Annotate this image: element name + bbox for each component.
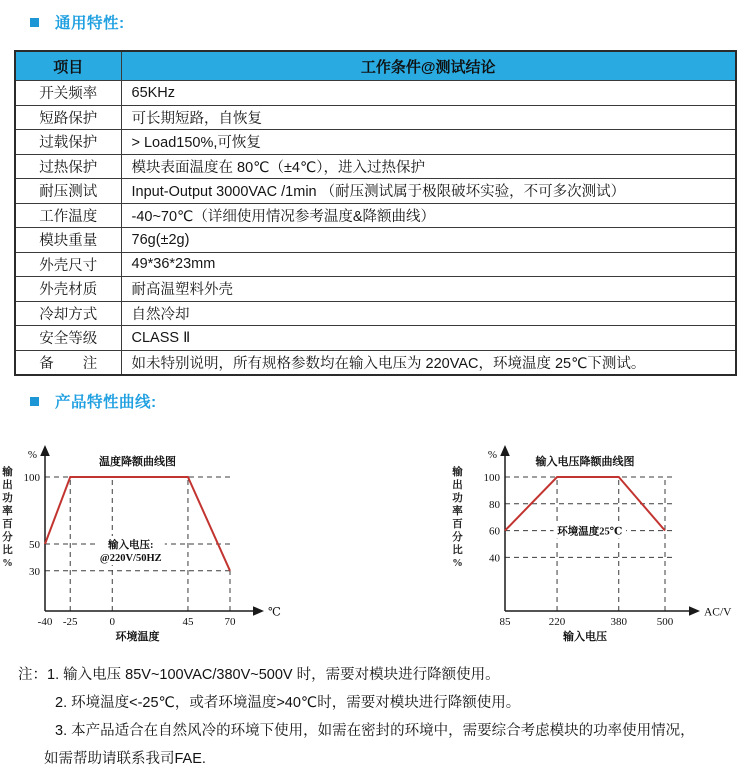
spec-table-row — [15, 179, 736, 204]
spec-table-row — [15, 350, 736, 375]
x-tick-label: 0 — [109, 616, 116, 628]
x-tick-label: 500 — [656, 616, 674, 628]
spec-item-value: 自然冷却 — [121, 301, 736, 326]
spec-item-value: -40~70℃（详细使用情况参考温度&降额曲线） — [121, 203, 736, 228]
spec-table-body — [15, 81, 736, 376]
spec-item-value: 49*36*23mm — [121, 252, 736, 277]
spec-item-name: 过载保护 — [15, 130, 121, 155]
spec-item-value: 耐高温塑料外壳 — [121, 277, 736, 302]
spec-table-row — [15, 81, 736, 106]
spec-item-value: 模块表面温度在 80℃（±4℃），进入过热保护 — [121, 154, 736, 179]
spec-table-row — [15, 326, 736, 351]
section-title-general: 通用特性: — [55, 15, 125, 32]
note-line: 注：1. 输入电压 85V~100VAC/380V~500V 时，需要对模块进行降额使用。 — [18, 667, 500, 683]
bullet-square-icon — [30, 18, 39, 27]
spec-item-value: 76g(±2g) — [121, 228, 736, 253]
chart-title: 输入电压降额曲线图 — [535, 456, 635, 468]
section-general — [30, 11, 125, 33]
spec-item-name: 耐压测试 — [15, 179, 121, 204]
x-tick-label: 220 — [548, 616, 566, 628]
spec-item-name: 模块重量 — [15, 228, 121, 253]
spec-item-name: 安全等级 — [15, 326, 121, 351]
table-header-conditions: 工作条件@测试结论 — [121, 51, 736, 81]
note-line: 3. 本产品适合在自然风冷的环境下使用，如需在密封的环境中，需要综合考虑模块的功率使用情况， — [55, 723, 695, 739]
notes — [18, 661, 742, 773]
y-tick-label: 50 — [29, 539, 40, 551]
spec-item-name: 冷却方式 — [15, 301, 121, 326]
section-curves — [30, 390, 157, 412]
chart-temperature-derating — [0, 441, 300, 651]
spec-table-row — [15, 252, 736, 277]
spec-table-row — [15, 301, 736, 326]
x-unit-label: ℃ — [268, 606, 281, 619]
input-voltage-derating-plot — [465, 441, 750, 651]
x-tick-label: 85 — [499, 616, 511, 628]
derating-curve — [505, 477, 665, 531]
y-axis-arrow-icon — [40, 445, 50, 456]
spec-table-header-row — [15, 51, 736, 81]
y-tick-label: 40 — [489, 552, 500, 565]
spec-table-row — [15, 203, 736, 228]
x-tick-label: -40 — [37, 616, 53, 628]
spec-item-value: 如未特别说明，所有规格参数均在输入电压为 220VAC，环境温度 25℃下测试。 — [121, 350, 736, 375]
annotation-text: 环境温度25℃ — [557, 526, 623, 538]
section-title-curves: 产品特性曲线: — [55, 394, 157, 411]
x-axis-arrow-icon — [689, 606, 700, 616]
y-unit-label: % — [27, 449, 37, 461]
x-axis-title: 环境温度 — [115, 631, 160, 643]
y-tick-label: 60 — [489, 525, 500, 538]
y-unit-label: % — [487, 449, 497, 461]
spec-item-name: 开关频率 — [15, 81, 121, 106]
chart-input-voltage-derating — [450, 441, 750, 651]
x-tick-label: -25 — [62, 616, 78, 628]
y-axis-label: 输 出 功 率 百 分 比 % — [452, 467, 463, 569]
annotation-text: @220V/50HZ — [99, 553, 162, 564]
annotation-text: 输入电压: — [108, 540, 154, 551]
temperature-derating-plot — [15, 441, 300, 651]
x-axis-arrow-icon — [253, 606, 264, 616]
spec-item-name: 过热保护 — [15, 154, 121, 179]
spec-item-value: > Load150%,可恢复 — [121, 130, 736, 155]
chart-title: 温度降额曲线图 — [99, 456, 176, 468]
y-tick-label: 100 — [23, 472, 40, 484]
y-tick-label: 80 — [489, 498, 500, 511]
x-axis-title: 输入电压 — [563, 631, 607, 643]
spec-item-value: CLASS Ⅱ — [121, 326, 736, 351]
spec-item-name: 外壳尺寸 — [15, 252, 121, 277]
spec-table — [14, 50, 737, 376]
table-header-item: 项目 — [15, 51, 121, 81]
y-tick-label: 30 — [29, 565, 40, 578]
spec-item-value: 可长期短路，自恢复 — [121, 105, 736, 130]
y-axis-arrow-icon — [500, 445, 510, 456]
spec-table-row — [15, 105, 736, 130]
x-tick-label: 70 — [224, 616, 236, 628]
y-axis-label: 输 出 功 率 百 分 比 % — [2, 467, 13, 569]
spec-item-name: 外壳材质 — [15, 277, 121, 302]
y-tick-label: 100 — [483, 472, 500, 484]
x-tick-label: 380 — [610, 616, 627, 628]
bullet-square-icon — [30, 397, 39, 406]
spec-item-name: 工作温度 — [15, 203, 121, 228]
x-tick-label: 45 — [182, 616, 194, 628]
note-line: 如需帮助请联系我司FAE. — [44, 751, 206, 767]
spec-item-name: 短路保护 — [15, 105, 121, 130]
spec-table-row — [15, 277, 736, 302]
spec-item-value: 65KHz — [121, 81, 736, 106]
x-unit-label: AC/V — [704, 606, 732, 619]
spec-item-name: 备 注 — [15, 350, 121, 375]
spec-table-row — [15, 154, 736, 179]
spec-table-row — [15, 130, 736, 155]
spec-table-row — [15, 228, 736, 253]
spec-item-value: Input-Output 3000VAC /1min （耐压测试属于极限破坏实验，不可多次测试） — [121, 179, 736, 204]
note-line: 2. 环境温度<-25℃，或者环境温度>40℃时，需要对模块进行降额使用。 — [55, 695, 521, 711]
